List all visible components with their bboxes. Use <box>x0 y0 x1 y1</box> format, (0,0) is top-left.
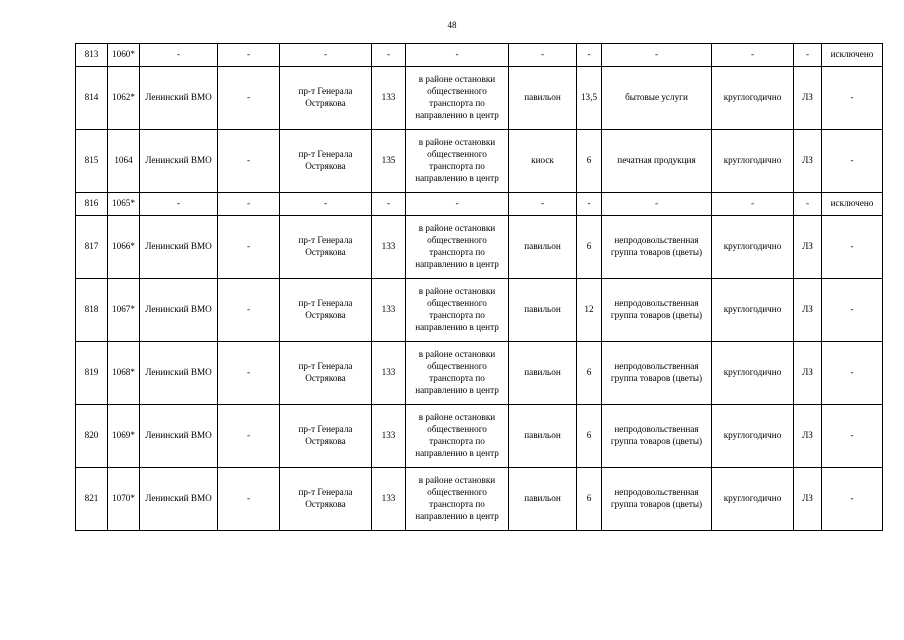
cell-house-number: 135 <box>372 130 406 193</box>
cell-district: Ленинский ВМО <box>140 130 218 193</box>
cell-district: Ленинский ВМО <box>140 216 218 279</box>
cell-house-number: 133 <box>372 279 406 342</box>
cell-location-description: в районе остановки общественного транспорта по направлению в центр <box>406 405 509 468</box>
cell-location-description: в районе остановки общественного транспорта по направлению в центр <box>406 216 509 279</box>
cell-house-number: 133 <box>372 405 406 468</box>
table-row <box>76 405 883 468</box>
cell-object-number: 1062* <box>108 67 140 130</box>
table-row <box>76 279 883 342</box>
cell-specialization: непродовольственная группа товаров (цветы) <box>602 216 712 279</box>
cell-row-number: 817 <box>76 216 108 279</box>
cell-status: - <box>822 342 883 405</box>
cell-street: - <box>280 44 372 67</box>
cell-status: исключено <box>822 44 883 67</box>
cell-status: исключено <box>822 193 883 216</box>
cell-street: пр-т Генерала Острякова <box>280 342 372 405</box>
cell-operating-period: - <box>712 193 794 216</box>
cell-operating-period: круглогодично <box>712 67 794 130</box>
cell-row-number: 818 <box>76 279 108 342</box>
cell-house-number: 133 <box>372 342 406 405</box>
table-body <box>76 44 883 531</box>
cell-object-type: павильон <box>509 216 577 279</box>
cell-street: пр-т Генерала Острякова <box>280 405 372 468</box>
cell-location-description: - <box>406 44 509 67</box>
cell-specialization: непродовольственная группа товаров (цветы) <box>602 405 712 468</box>
table-row <box>76 44 883 67</box>
cell-locality: - <box>218 130 280 193</box>
table-row <box>76 193 883 216</box>
cell-status: - <box>822 468 883 531</box>
cell-note: ЛЗ <box>794 279 822 342</box>
cell-row-number: 815 <box>76 130 108 193</box>
cell-status: - <box>822 216 883 279</box>
registry-table <box>75 43 883 531</box>
cell-specialization: - <box>602 44 712 67</box>
cell-area: 6 <box>577 342 602 405</box>
cell-row-number: 814 <box>76 67 108 130</box>
cell-street: пр-т Генерала Острякова <box>280 130 372 193</box>
cell-district: Ленинский ВМО <box>140 67 218 130</box>
cell-operating-period: круглогодично <box>712 279 794 342</box>
cell-locality: - <box>218 405 280 468</box>
table-row <box>76 342 883 405</box>
cell-row-number: 821 <box>76 468 108 531</box>
cell-note: ЛЗ <box>794 216 822 279</box>
cell-object-number: 1066* <box>108 216 140 279</box>
cell-row-number: 813 <box>76 44 108 67</box>
cell-note: ЛЗ <box>794 130 822 193</box>
cell-house-number: 133 <box>372 216 406 279</box>
cell-area: 6 <box>577 216 602 279</box>
cell-specialization: непродовольственная группа товаров (цветы) <box>602 279 712 342</box>
cell-location-description: - <box>406 193 509 216</box>
cell-locality: - <box>218 468 280 531</box>
cell-street: пр-т Генерала Острякова <box>280 67 372 130</box>
cell-row-number: 820 <box>76 405 108 468</box>
cell-object-type: павильон <box>509 468 577 531</box>
cell-specialization: непродовольственная группа товаров (цветы) <box>602 342 712 405</box>
cell-street: пр-т Генерала Острякова <box>280 216 372 279</box>
cell-location-description: в районе остановки общественного транспорта по направлению в центр <box>406 279 509 342</box>
cell-specialization: - <box>602 193 712 216</box>
cell-area: 6 <box>577 405 602 468</box>
cell-status: - <box>822 67 883 130</box>
cell-house-number: 133 <box>372 67 406 130</box>
table-row <box>76 130 883 193</box>
cell-status: - <box>822 130 883 193</box>
cell-operating-period: круглогодично <box>712 130 794 193</box>
table-row <box>76 67 883 130</box>
cell-object-number: 1065* <box>108 193 140 216</box>
cell-operating-period: круглогодично <box>712 405 794 468</box>
cell-area: - <box>577 193 602 216</box>
cell-locality: - <box>218 342 280 405</box>
cell-area: - <box>577 44 602 67</box>
cell-district: - <box>140 193 218 216</box>
cell-locality: - <box>218 44 280 67</box>
cell-area: 12 <box>577 279 602 342</box>
cell-status: - <box>822 405 883 468</box>
cell-object-type: павильон <box>509 67 577 130</box>
cell-object-type: - <box>509 193 577 216</box>
cell-house-number: - <box>372 44 406 67</box>
cell-location-description: в районе остановки общественного транспорта по направлению в центр <box>406 130 509 193</box>
cell-note: ЛЗ <box>794 468 822 531</box>
cell-area: 13,5 <box>577 67 602 130</box>
cell-district: Ленинский ВМО <box>140 468 218 531</box>
cell-note: ЛЗ <box>794 67 822 130</box>
cell-location-description: в районе остановки общественного транспорта по направлению в центр <box>406 468 509 531</box>
cell-specialization: печатная продукция <box>602 130 712 193</box>
cell-note: - <box>794 44 822 67</box>
cell-object-number: 1067* <box>108 279 140 342</box>
cell-object-number: 1060* <box>108 44 140 67</box>
cell-operating-period: круглогодично <box>712 342 794 405</box>
cell-operating-period: - <box>712 44 794 67</box>
cell-locality: - <box>218 279 280 342</box>
cell-object-type: павильон <box>509 342 577 405</box>
cell-operating-period: круглогодично <box>712 468 794 531</box>
cell-object-number: 1064 <box>108 130 140 193</box>
cell-object-type: павильон <box>509 405 577 468</box>
cell-district: - <box>140 44 218 67</box>
cell-object-type: павильон <box>509 279 577 342</box>
cell-note: ЛЗ <box>794 405 822 468</box>
cell-area: 6 <box>577 468 602 531</box>
cell-area: 6 <box>577 130 602 193</box>
cell-specialization: бытовые услуги <box>602 67 712 130</box>
cell-street: - <box>280 193 372 216</box>
cell-house-number: 133 <box>372 468 406 531</box>
cell-object-number: 1069* <box>108 405 140 468</box>
cell-row-number: 819 <box>76 342 108 405</box>
page-number: 48 <box>447 20 457 30</box>
cell-object-type: - <box>509 44 577 67</box>
cell-locality: - <box>218 216 280 279</box>
cell-location-description: в районе остановки общественного транспорта по направлению в центр <box>406 67 509 130</box>
cell-house-number: - <box>372 193 406 216</box>
cell-specialization: непродовольственная группа товаров (цветы) <box>602 468 712 531</box>
cell-object-type: киоск <box>509 130 577 193</box>
cell-street: пр-т Генерала Острякова <box>280 279 372 342</box>
cell-object-number: 1070* <box>108 468 140 531</box>
cell-row-number: 816 <box>76 193 108 216</box>
cell-district: Ленинский ВМО <box>140 405 218 468</box>
cell-note: ЛЗ <box>794 342 822 405</box>
cell-district: Ленинский ВМО <box>140 342 218 405</box>
table-row <box>76 468 883 531</box>
cell-street: пр-т Генерала Острякова <box>280 468 372 531</box>
cell-locality: - <box>218 193 280 216</box>
cell-district: Ленинский ВМО <box>140 279 218 342</box>
cell-operating-period: круглогодично <box>712 216 794 279</box>
cell-locality: - <box>218 67 280 130</box>
table-row <box>76 216 883 279</box>
cell-note: - <box>794 193 822 216</box>
cell-object-number: 1068* <box>108 342 140 405</box>
cell-status: - <box>822 279 883 342</box>
cell-location-description: в районе остановки общественного транспорта по направлению в центр <box>406 342 509 405</box>
